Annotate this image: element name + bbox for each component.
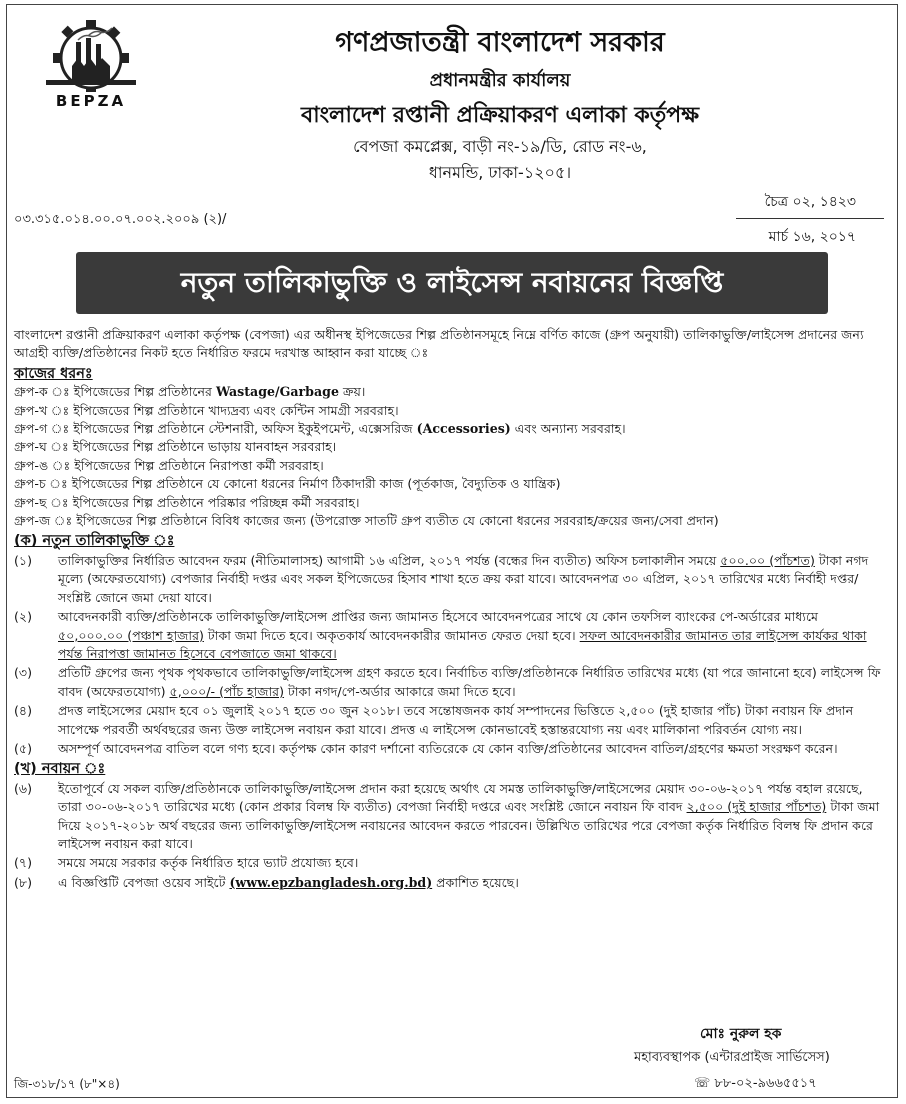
group-ga-english: (Accessories) — [416, 421, 511, 437]
item-text: প্রদত্ত লাইসেন্সের মেয়াদ হবে ০১ জুলাই ২০১৭ হতে ৩০ জুন ২০১৮। তবে সন্তোষজনক কার্য সম্পাদনের ভিত্তিতে ২,৫০০ (দুই হাজার পাঁচ) টাকা নবায়ন ফি প্রদান সাপেক্ষে পরবর্তী অর্থবছরের জন্য উক্ত লাইসেন্স নবায়ন করা যাবে। প্রদত্ত এ লাইসেন্স কোনভাবেই হস্তান্তরযোগ্য নয় এবং মালিকানা পরিবর্তন যোগ্য নয়। — [58, 703, 854, 737]
list-item — [14, 740, 884, 758]
group-uma: গ্রুপ-ঙ ঃ ইপিজেডের শিল্প প্রতিষ্ঠানে নিরাপত্তা কর্মী সরবরাহ। — [14, 457, 324, 473]
list-item — [14, 702, 884, 739]
item-text — [58, 664, 884, 701]
list-item — [14, 552, 884, 607]
item-text-part: টাকা নগদ/পে-অর্ডার আকারে জমা দিতে হবে। — [284, 683, 516, 699]
list-item — [14, 608, 884, 663]
group-ja: গ্রুপ-জ ঃ ইপিজেডের শিল্প প্রতিষ্ঠানে বিবিধ কাজের জন্য (উপরোক্ত সাতটি গ্রুপ ব্যতীত যে কোনো ধরনের সরবরাহ/ক্রয়ের জন্য/সেবা প্রদান) — [14, 513, 719, 529]
intro-paragraph: বাংলাদেশ রপ্তানী প্রক্রিয়াকরণ এলাকা কর্তৃপক্ষ (বেপজা) এর অধীনস্থ ইপিজেডের শিল্প প্রতিষ্ঠানসমূহে নিম্নে বর্ণিত কাজে (গ্রুপ অনুযায়ী) তালিকাভুক্তি/লাইসেন্স প্রদানের জন্য আগ্রহী ব্যক্তি/প্রতিষ্ঠানের নিকট হতে নির্ধারিত ফরমে দরখাস্ত আহ্বান করা যাচ্ছে ঃ — [14, 327, 864, 361]
item-number: (৫) — [14, 740, 32, 756]
item-text-part: আবেদনকারী ব্যক্তি/প্রতিষ্ঠানকে তালিকাভুক্তি/লাইসেন্স প্রাপ্তির জন্য জামানত হিসেবে আবেদনপত্রের সাথে যে কোন তফসিল ব্যাংকের পে-অর্ডারের মাধ্যমে — [58, 609, 818, 625]
group-list — [14, 383, 884, 530]
group-cha: গ্রুপ-চ ঃ ইপিজেডের শিল্প প্রতিষ্ঠানে যে কোনো ধরনের নির্মাণ ঠিকাদারী কাজ (পূর্তকাজ, বৈদ্যুতিক ও যান্ত্রিক) — [14, 476, 561, 492]
item-number: (৮) — [14, 874, 32, 890]
section-new-enlistment: (ক) নতুন তালিকাভুক্তি ঃ — [14, 533, 175, 550]
item-number: (১) — [14, 552, 32, 568]
list-item — [14, 664, 884, 701]
item-amount: ২,৫০০ (দুই হাজার পাঁচশত) — [686, 799, 827, 815]
group-ka-text: গ্রুপ-ক ঃ ইপিজেডের শিল্প প্রতিষ্ঠানের — [14, 384, 216, 400]
item-text-part: টাকা জমা দিয়ে ২০১৭-২০১৮ অর্থ বছরের জন্য তালিকাভুক্তি/লাইসেন্স নবায়নের আবেদন করতে পারবেন। উল্লিখিত তারিখের পরে বেপজা কর্তৃক নির্ধারিত বিলম্ব ফি প্রদান করে লাইসেন্স নবায়ন করা যাবে। — [58, 799, 880, 851]
signatory-title: মহাব্যবস্থাপক (এন্টারপ্রাইজ সার্ভিসেস) — [634, 1050, 830, 1065]
address-line-2: ধানমন্ডি, ঢাকা-১২০৫। — [428, 163, 572, 182]
footer-code: জি-৩১৮/১৭ (৮"×৪) — [14, 1077, 120, 1091]
group-gha: গ্রুপ-ঘ ঃ ইপিজেডের শিল্প প্রতিষ্ঠানে ভাড়ায় যানবাহন সরবরাহ। — [14, 439, 337, 455]
signatory-phone — [694, 1074, 817, 1095]
authority-title: বাংলাদেশ রপ্তানী প্রক্রিয়াকরণ এলাকা কর্তৃপক্ষ — [300, 103, 700, 128]
date-bangla: চৈত্র ০২, ১৪২৩ — [736, 186, 884, 219]
group-ka — [14, 383, 884, 401]
date-english: মার্চ ১৬, ২০১৭ — [768, 229, 856, 245]
item-text-part: টাকা নগদ মূল্যে (অফেরতযোগ্য) বেপজার নির্বাহী দপ্তর এবং সকল ইপিজেডের হিসাব শাখা হতে ক্রয় করা যাবে। আবেদনপত্র ৩০ এপ্রিল, ২০১৭ তারিখের মধ্যে নির্বাহী দপ্তর/সংশ্লিষ্ট জোনে জমা দেয়া যাবে। — [58, 552, 869, 605]
item-text-part: প্রতিটি গ্রুপের জন্য পৃথক পৃথকভাবে তালিকাভুক্তি/লাইসেন্স গ্রহণ করতে হবে। নির্বাচিত ব্যক্তি/প্রতিষ্ঠানকে নির্ধারিত তারিখের মধ্যে (যা পরে জানানো হবে) লাইসেন্স ফি বাবদ (অফেরতযোগ্য) — [58, 665, 881, 699]
signatory-name: মোঃ নুরুল হক — [700, 1026, 782, 1042]
item-number: (৪) — [14, 703, 32, 719]
item-text: অসম্পূর্ণ আবেদনপত্র বাতিল বলে গণ্য হবে। কর্তৃপক্ষ কোন কারণ দর্শানো ব্যতিরেকে যে কোন ব্যক্তি/প্রতিষ্ঠানের আবেদন বাতিল/গ্রহণের ক্ষমতা সংরক্ষণ করেন। — [58, 740, 838, 756]
website-link[interactable]: (www.epzbangladesh.org.bd) — [229, 874, 433, 890]
group-kha: গ্রুপ-খ ঃ ইপিজেডের শিল্প প্রতিষ্ঠানে খাদ্যদ্রব্য এবং কেন্টিন সামগ্রী সরবরাহ। — [14, 402, 399, 418]
group-ka-english: Wastage/Garbage — [215, 384, 339, 400]
date-block — [736, 186, 884, 249]
item-text — [58, 780, 884, 854]
bepza-logo — [28, 14, 154, 110]
group-ga-end: এবং অন্যান্য সরবরাহ। — [510, 421, 626, 437]
item-number: (৬) — [14, 780, 33, 796]
item-number: (২) — [14, 609, 33, 625]
logo-text: BEPZA — [55, 92, 127, 110]
item-number: (৭) — [14, 855, 33, 871]
list-item — [14, 874, 884, 892]
item-amount: ৫০,০০০.০০ (পঞ্চাশ হাজার) — [58, 627, 204, 643]
group-ga — [14, 420, 884, 438]
item-text-part: ইতোপূর্বে যে সকল ব্যক্তি/প্রতিষ্ঠানকে তালিকাভুক্তি/লাইসেন্স প্রদান করা হয়েছে অর্থাৎ যে সমস্ত তালিকাভুক্তি/লাইসেন্সের মেয়াদ ৩০-০৬-২০১৭ পর্যন্ত বহাল রয়েছে, তারা ৩০-০৬-২০১৭ তারিখের মধ্যে (কোন প্রকার বিলম্ব ফি ব্যতীত) বেপজা নির্বাহী দপ্তরে এবং সংশ্লিষ্ট জোনে নবায়ন ফি বাবদ — [58, 780, 863, 815]
item-number: (৩) — [14, 665, 33, 681]
item-text-part: এ বিজ্ঞপ্তিটি বেপজা ওয়েব সাইটে — [58, 874, 230, 890]
item-note: সফল আবেদনকারীর জামানত তার লাইসেন্স কার্যকর থাকা পর্যন্ত নিরাপত্তা জামানত হিসেবে বেপজাতে জমা থাকবে। — [58, 627, 867, 661]
govt-title: গণপ্রজাতন্ত্রী বাংলাদেশ সরকার — [335, 27, 665, 58]
group-chha: গ্রুপ-ছ ঃ ইপিজেডের শিল্প প্রতিষ্ঠানে পরিষ্কার পরিচ্ছন্ন কর্মী সরবরাহ। — [14, 494, 360, 510]
group-ka-end: ক্রয়। — [338, 384, 366, 400]
section-renewal: (খ) নবায়ন ঃ — [14, 761, 106, 778]
item-text — [58, 552, 884, 607]
address-line-1: বেপজা কমপ্লেক্স, বাড়ী নং-১৯/ডি, রোড নং-৬, — [353, 137, 647, 156]
memo-number: ০৩.৩১৫.০১৪.০০.০৭.০০২.২০০৯ (২)/ — [14, 212, 227, 227]
item-text: সময়ে সময়ে সরকার কর্তৃক নির্ধারিত হারে ভ্যাট প্রযোজ্য হবে। — [58, 855, 359, 871]
work-heading: কাজের ধরনঃ — [14, 365, 93, 382]
factory-gear-icon — [28, 14, 154, 92]
item-text-part: তালিকাভুক্তির নির্ধারিত আবেদন ফরম (নীতিমালাসহ) আগামী ১৬ এপ্রিল, ২০১৭ পর্যন্ত (বন্ধের দিন ব্যতীত) অফিস চলাকালীন সময়ে — [58, 552, 721, 568]
list-item — [14, 854, 884, 872]
item-amount: ৫০০.০০ (পাঁচশত) — [720, 552, 815, 568]
item-text — [58, 608, 884, 663]
item-text-part: টাকা জমা দিতে হবে। অকৃতকার্য আবেদনকারীর জামানত ফেরত দেয়া হবে। — [203, 627, 580, 643]
phone-icon: ☏ — [694, 1076, 711, 1091]
office-title: প্রধানমন্ত্রীর কার্যালয় — [429, 70, 571, 91]
list-item — [14, 780, 884, 854]
notice-body — [14, 326, 884, 892]
notice-banner: নতুন তালিকাভুক্তি ও লাইসেন্স নবায়নের বিজ্ঞপ্তি — [76, 252, 828, 314]
item-amount: ৫,০০০/- (পাঁচ হাজার) — [169, 683, 285, 699]
item-text — [58, 874, 884, 892]
item-text-part: প্রকাশিত হয়েছে। — [432, 874, 519, 890]
group-ga-text: গ্রুপ-গ ঃ ইপিজেডের শিল্প প্রতিষ্ঠানে স্টেশনারী, অফিস ইকুইপমেন্ট, এক্সেসরিজ — [14, 421, 417, 437]
phone-number: ৮৮-০২-৯৬৬৫৫১৭ — [714, 1076, 817, 1091]
